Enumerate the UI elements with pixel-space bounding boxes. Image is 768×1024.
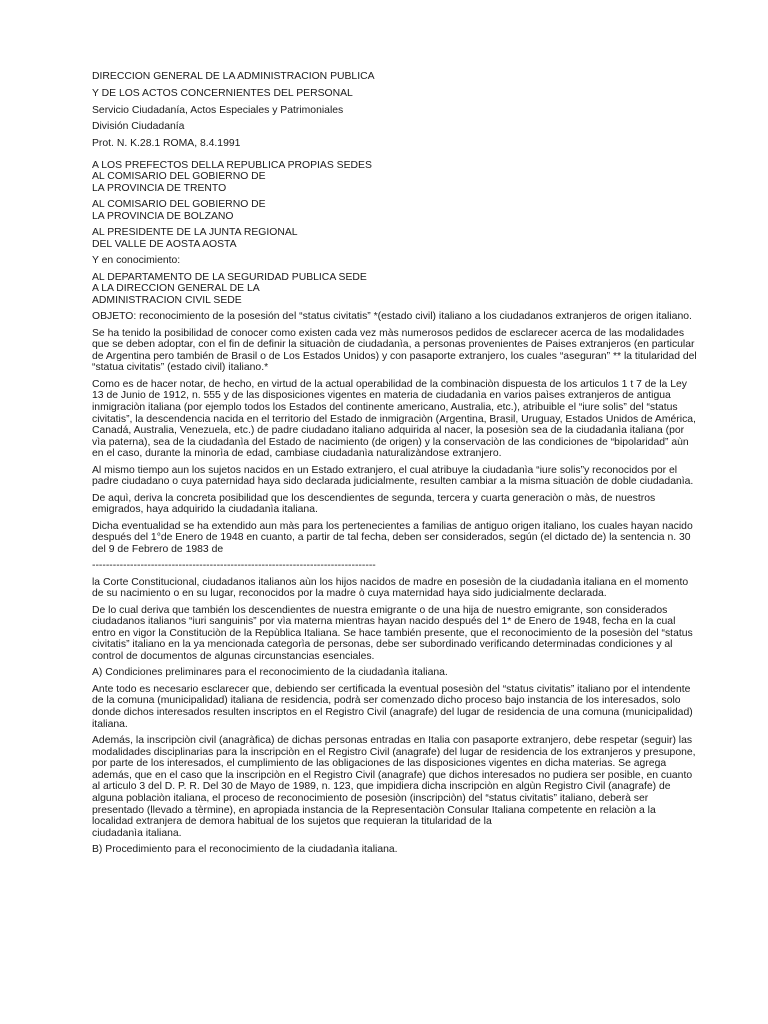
addressee-line: LA PROVINCIA DE BOLZANO (92, 210, 234, 222)
addressee-line: AL DEPARTAMENTO DE LA SEGURIDAD PUBLICA SEDE (92, 271, 367, 283)
section-heading-a: A) Condiciones preliminares para el reconocimiento de la ciudadanìa italiana. (92, 667, 448, 679)
addressee-block-4 (92, 255, 698, 267)
body-paragraph: la Corte Constitucional, ciudadanos italianos aùn los hijos nacidos de madre en posesiòn de la ciudadanìa italiana en el momento de su nacimiento o en su lugar, reconocidos por la madre ò cuya maternidad haya sido judicialmente declarada. (92, 576, 689, 600)
addressees (92, 160, 698, 307)
addressee-line: Y en conocimiento: (92, 255, 181, 267)
body-paragraph: Como es de hacer notar, de hecho, en virtud de la actual operabilidad de la combinaciòn dispuesta de los articulos 1 t 7 de la Ley 13 de Junio de 1912, n. 555 y de las disposiciones vigentes en materia de ciudadanìa en varios paìses extranjeros de antigua inmigraciòn italiana (por ejemplo todos los Estados del continente americano, Australia, etc.), atribuible el “iure solis” del “status civitatis”, la descendencia nacida en el territorio del Estado de inmigraciòn (Argentina, Brasil, Uruguay, Estados Unidos de América, Canadá, Australia, Venezuela, etc.) de padre ciudadano italiano adquirida al nacer, la posesiòn sea de la ciudadanìa italiana (por vìa paterna), sea de la ciudadanìa del Estado de nacimiento (de origen) y la conservaciòn de las condiciones de “bipolaridad” aùn en el caso, durante la minorìa de edad, cambiase ciudadanìa naturalizàndose extranjero. (92, 378, 696, 460)
addressee-line: AL PRESIDENTE DE LA JUNTA REGIONAL (92, 227, 298, 239)
addressee-line: AL COMISARIO DEL GOBIERNO DE (92, 199, 266, 211)
header-line-4: División Ciudadanía (92, 121, 185, 133)
header-line-3: Servicio Ciudadanía, Actos Especiales y Patrimoniales (92, 104, 344, 116)
body-paragraph: Se ha tenido la posibilidad de conocer como existen cada vez màs numerosos pedidos de esclarecer acerca de las modalidades que se deben adoptar, con el fin de definir la situaciòn de ciudadanìa, a personas provenientes de Paises extranjeros (en particular de Argentina pero también de Brasil o de Los Estados Unidos) y con pasaporte extranjero, los cuales “aseguran” ** la titularidad del “statua civitatis” (estado civil) italiano.* (92, 327, 697, 374)
addressee-line: DEL VALLE DE AOSTA AOSTA (92, 238, 237, 250)
addressee-line: ADMINISTRACION CIVIL SEDE (92, 294, 242, 306)
letter-header (92, 71, 698, 150)
separator-line: ---------------------------------------------------------------------------------- (92, 560, 376, 572)
subject-paragraph: OBJETO: reconocimiento de la posesión del “status civitatis” *(estado civil) italiano a los ciudadanos extranjeros de origen italiano. (92, 311, 692, 323)
addressee-block-3 (92, 227, 698, 250)
header-line-2: Y DE LOS ACTOS CONCERNIENTES DEL PERSONAL (92, 87, 353, 99)
body-paragraph: De lo cual deriva que también los descendientes de nuestra emigrante o de una hija de nuestro emigrante, son considerados ciudadanos italianos “iuri sanguinis” por vìa materna mientras hayan nacido después del 1* de Enero de 1948, fecha en la cual entro en vigor la Constituciòn de la Repùblica Italiana. Se hace también presente, que el reconocimiento de la posesiòn del “status civitatis” italiano en la ya mencionada categorìa de personas, debe ser subordinado verificando determinadas condiciones y al control de documentos de algunas circunstancias esenciales. (92, 604, 693, 663)
addressee-line: LA PROVINCIA DE TRENTO (92, 182, 227, 194)
addressee-line: A LOS PREFECTOS DELLA REPUBLICA PROPIAS SEDES (92, 159, 372, 171)
addressee-line: AL COMISARIO DEL GOBIERNO DE (92, 171, 266, 183)
body-paragraph: De aquì, deriva la concreta posibilidad que los descendientes de segunda, tercera y cuarta generaciòn o màs, de nuestros emigrados, haya adquirido la ciudadanìa italiana. (92, 492, 656, 516)
addressee-block-5 (92, 272, 698, 307)
addressee-line: A LA DIRECCION GENERAL DE LA (92, 283, 260, 295)
letter-body (92, 311, 698, 856)
body-paragraph: Dicha eventualidad se ha extendido aun màs para los pertenecientes a familias de antiguo origen italiano, los cuales hayan nacido después del 1°de Enero de 1948 en cuanto, a partir de tal fecha, deben ser considerados, según (el dictado de) la sentencia n. 30 del 9 de Febrero de 1983 de (92, 520, 693, 555)
body-paragraph: Además, la inscripciòn civil (anagràfica) de dichas personas entradas en Italia con pasaporte extranjero, debe respetar (seguir) las modalidades disciplinarias para la inscripciòn en el Registro Civil (anagrafe) del lugar de residencia de los extranjeros y presupone, por parte de los interesados, el cumplimiento de las obligaciones de las disposiciones vigentes en dicha materias. Se agrega además, que en el caso que la inscripciòn en el Registro Civil (anagrafe) que dichos interesados no pudiera ser posible, en cuanto al articulo 3 del D. P. R. Del 30 de Mayo de 1989, n. 123, que impidiera dicha inscripciòn en algùn Registro Civil (anagrafe) de alguna poblaciòn italiana, el proceso de reconocimiento de posesiòn (inscripciòn) del “status civitatis” italiano, deberà ser presentado (llevado a tèrmine), en apropiada instancia de la Representaciòn Consular Italiana competente en relaciòn a la localidad extranjera de demora habitual de los sujetos que requieran la titularidad de la (92, 735, 696, 828)
header-line-5: Prot. N. K.28.1 ROMA, 8.4.1991 (92, 138, 241, 150)
header-line-1: DIRECCION GENERAL DE LA ADMINISTRACION PUBLICA (92, 71, 375, 82)
body-paragraph: Ante todo es necesario esclarecer que, debiendo ser certificada la eventual posesiòn del “status civitatis” italiano por el intendente de la comuna (municipalidad) italiana de residencia, podrà ser comenzado dicho proceso bajo instancia de los interesados, solo donde dichos interesados resulten inscriptos en el Registro Civil (anagrafe) del lugar de residencia de una comuna (municipalidad) italiana. (92, 683, 693, 730)
addressee-block-1 (92, 160, 698, 195)
body-paragraph: Al mismo tiempo aun los sujetos nacidos en un Estado extranjero, el cual atribuye la ciudadanìa “iure solis”y reconocidos por el padre ciudadano o cuya paternidad haya sido declarada judicialmente, resulten cambiar a la misma situaciòn de doble ciudadanìa. (92, 464, 694, 488)
section-heading-b: B) Procedimiento para el reconocimiento de la ciudadanìa italiana. (92, 844, 398, 856)
addressee-block-2 (92, 199, 698, 222)
body-paragraph-end: ciudadanìa italiana. (92, 827, 182, 839)
